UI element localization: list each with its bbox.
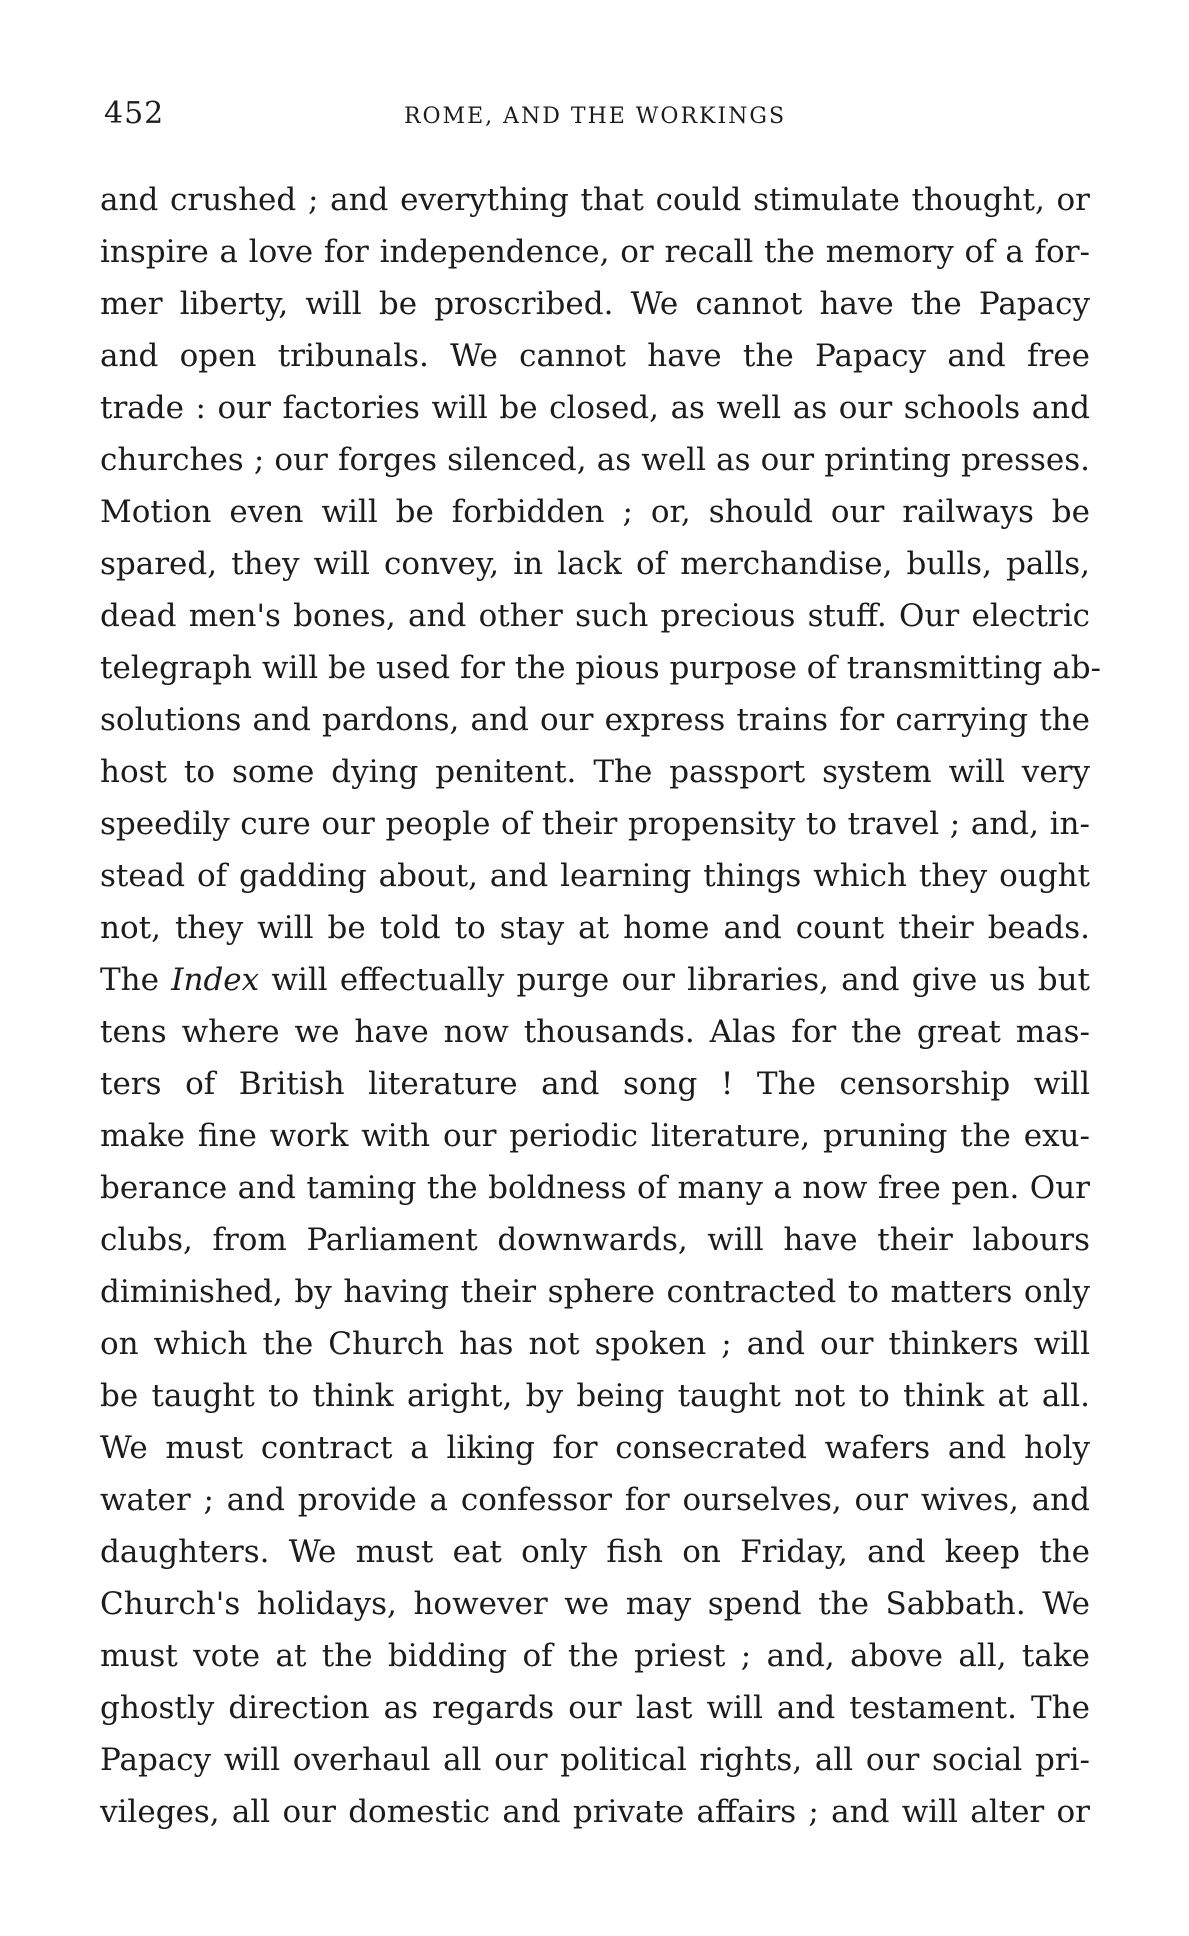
text-line: trade : our factories will be closed, as well as our schools and (100, 390, 1090, 426)
text-line: host to some dying penitent. The passport system will very (100, 754, 1090, 790)
text-segment: will effectually purge our libraries, and give us but (259, 962, 1091, 998)
text-line: solutions and pardons, and our express trains for carrying the (100, 702, 1090, 738)
text-line: and open tribunals. We cannot have the Papacy and free (100, 338, 1090, 374)
text-line: water ; and provide a confessor for ourselves, our wives, and (100, 1482, 1090, 1518)
text-line: We must contract a liking for consecrated wafers and holy (100, 1430, 1090, 1466)
page-header (100, 96, 1090, 136)
text-line: ters of British literature and song ! The censorship will (100, 1066, 1090, 1102)
text-line-with-italic (100, 954, 1090, 1006)
text-line: must vote at the bidding of the priest ; and, above all, take (100, 1638, 1090, 1674)
text-line: Church's holidays, however we may spend the Sabbath. We (100, 1586, 1090, 1622)
text-line: be taught to think aright, by being taught not to think at all. (100, 1378, 1090, 1414)
text-line: ghostly direction as regards our last will and testament. The (100, 1690, 1090, 1726)
text-line: tens where we have now thousands. Alas for the great mas- (100, 1014, 1090, 1050)
text-line: Motion even will be forbidden ; or, should our railways be (100, 494, 1090, 530)
text-line: Papacy will overhaul all our political rights, all our social pri- (100, 1742, 1090, 1778)
text-line: telegraph will be used for the pious purpose of transmitting ab- (100, 650, 1102, 686)
text-line: churches ; our forges silenced, as well as our printing presses. (100, 442, 1090, 478)
text-line: berance and taming the boldness of many a now free pen. Our (100, 1170, 1090, 1206)
body-paragraph (100, 174, 1102, 1838)
text-line: spared, they will convey, in lack of merchandise, bulls, palls, (100, 546, 1090, 582)
text-line: make fine work with our periodic literature, pruning the exu- (100, 1118, 1090, 1154)
italic-title-index: Index (171, 962, 260, 998)
running-title: ROME, AND THE WORKINGS (403, 104, 787, 129)
text-line: inspire a love for independence, or recall the memory of a for- (100, 234, 1090, 270)
text-line: speedily cure our people of their propensity to travel ; and, in- (100, 806, 1090, 842)
text-line: stead of gadding about, and learning things which they ought (100, 858, 1090, 894)
text-line: dead men's bones, and other such precious stuff. Our electric (100, 598, 1090, 634)
text-line: not, they will be told to stay at home and count their beads. (100, 910, 1090, 946)
text-line: vileges, all our domestic and private affairs ; and will alter or (100, 1794, 1090, 1830)
page-number: 452 (104, 96, 165, 131)
text-line: diminished, by having their sphere contracted to matters only (100, 1274, 1090, 1310)
text-line: clubs, from Parliament downwards, will have their labours (100, 1222, 1090, 1258)
text-line: and crushed ; and everything that could stimulate thought, or (100, 182, 1090, 218)
text-line: on which the Church has not spoken ; and our thinkers will (100, 1326, 1090, 1362)
text-line: mer liberty, will be proscribed. We cannot have the Papacy (100, 286, 1090, 322)
text-segment: The (100, 962, 172, 998)
text-line: daughters. We must eat only fish on Friday, and keep the (100, 1534, 1090, 1570)
